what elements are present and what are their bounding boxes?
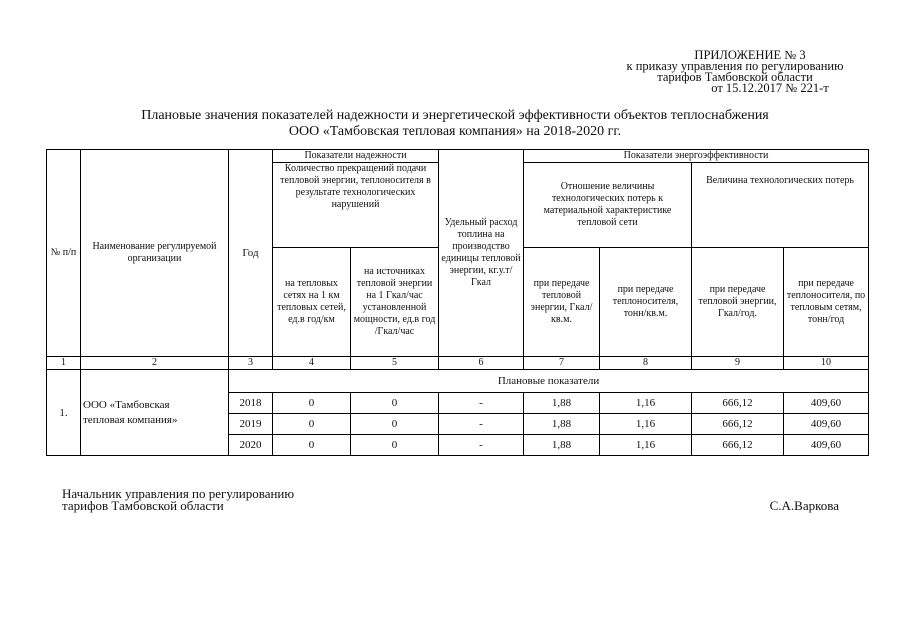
cell-fuel: - [439,414,524,435]
cell-ratio-carrier: 1,16 [600,393,692,414]
appendix-block [595,50,875,94]
title-line-2: ООО «Тамбовская тепловая компания» на 2018-2020 гг. [288,124,622,139]
header-num: № п/п [47,150,81,357]
cell-networks: 0 [273,414,351,435]
column-number: 5 [351,357,439,370]
header-reliability: Показатели надежности [273,150,439,163]
signatory-name: С.А.Варкова [769,498,839,513]
cell-sources: 0 [351,435,439,456]
signatory-position [62,488,294,512]
cell-loss-heat: 666,12 [692,414,784,435]
org-name-line-1: ООО «Тамбовская [83,398,170,411]
column-number: 3 [229,357,273,370]
column-number: 9 [692,357,784,370]
header-year: Год [229,150,273,357]
appendix-order-line: к приказу управления по регулированию [626,59,844,73]
column-number: 6 [439,357,524,370]
cell-loss-carrier: 409,60 [784,393,869,414]
header-interruptions: Количество прекращений подачи тепловой энергии, теплоносителя в результате технологических нарушений [273,163,439,248]
document-title [60,108,850,140]
cell-year: 2020 [229,435,273,456]
cell-loss-heat: 666,12 [692,393,784,414]
cell-sources: 0 [351,414,439,435]
signatory-position-line-2: тарифов Тамбовской области [62,498,224,513]
column-number: 8 [600,357,692,370]
row-number: 1. [47,370,81,456]
cell-ratio-carrier: 1,16 [600,414,692,435]
header-ratio: Отношение величины технологических потерь к материальной характеристике тепловой сети [524,163,692,248]
cell-loss-carrier: 409,60 [784,435,869,456]
header-org: Наименование регулируемой организации [81,150,229,357]
org-name-cell [81,370,229,456]
cell-ratio-heat: 1,88 [524,435,600,456]
signatory-position-line-1: Начальник управления по регулированию [62,486,295,501]
section-label: Плановые показатели [229,370,869,393]
header-ratio-carrier: при передаче теплоносителя, тонн/кв.м. [600,248,692,357]
header-networks: на тепловых сетях на 1 км тепловых сетей, ед.в год/км [273,248,351,357]
column-number: 7 [524,357,600,370]
column-number: 1 [47,357,81,370]
cell-loss-carrier: 409,60 [784,414,869,435]
cell-year: 2019 [229,414,273,435]
header-ratio-heat: при передаче тепловой энергии, Гкал/кв.м. [524,248,600,357]
column-number: 4 [273,357,351,370]
cell-year: 2018 [229,393,273,414]
cell-sources: 0 [351,393,439,414]
title-line-1: Плановые значения показателей надежности и энергетической эффективности объектов теплоснабжения [141,108,769,123]
indicators-table [46,149,869,456]
cell-ratio-heat: 1,88 [524,393,600,414]
column-number: 10 [784,357,869,370]
cell-fuel: - [439,435,524,456]
header-fuel: Удельный расход топлина на производство единицы тепловой энергии, кг.у.т/Гкал [439,150,524,357]
header-loss-heat: при передаче тепловой энергии, Гкал/год. [692,248,784,357]
cell-fuel: - [439,393,524,414]
appendix-authority-line: тарифов Тамбовской области [657,70,813,84]
column-number: 2 [81,357,229,370]
header-losses: Величина технологических потерь [692,163,869,248]
appendix-date-line: от 15.12.2017 № 221-т [711,81,829,95]
cell-networks: 0 [273,435,351,456]
cell-ratio-carrier: 1,16 [600,435,692,456]
cell-loss-heat: 666,12 [692,435,784,456]
header-sources: на источниках тепловой энергии на 1 Гкал/час установленной мощности, ед.в год /Гкал/час [351,248,439,357]
column-numbers-row [47,357,869,370]
header-loss-carrier: при передаче теплоносителя, по тепловым сетям, тонн/год [784,248,869,357]
cell-networks: 0 [273,393,351,414]
header-efficiency: Показатели энергоэффективности [524,150,869,163]
appendix-number: ПРИЛОЖЕНИЕ № 3 [694,48,806,62]
cell-ratio-heat: 1,88 [524,414,600,435]
org-name-line-2: тепловая компания» [83,413,178,426]
